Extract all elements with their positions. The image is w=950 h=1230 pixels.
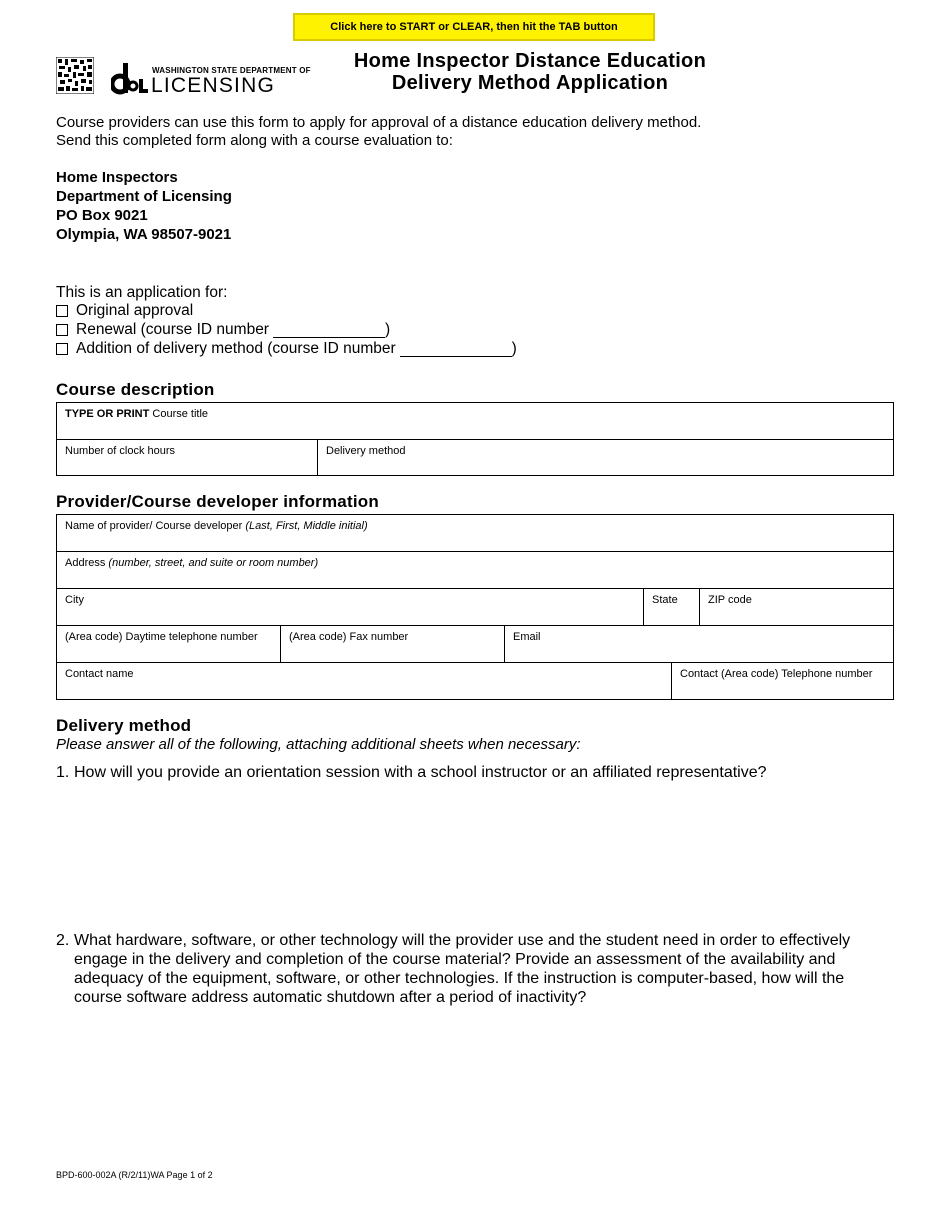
provider-heading: Provider/Course developer information [56,492,379,511]
page-title-line1: Home Inspector Distance Education [353,50,707,72]
question-number: 2. [56,932,70,949]
fax-label: (Area code) Fax number [289,631,409,643]
email-input[interactable] [511,643,887,659]
addition-course-id-field[interactable] [400,342,512,357]
logo-name: LICENSING [151,74,275,97]
email-field[interactable] [504,625,894,663]
delivery-method-label: Delivery method [326,445,406,457]
city-input[interactable] [63,606,637,622]
logo-agency-line: WASHINGTON STATE DEPARTMENT OF [152,66,311,75]
clock-hours-input[interactable] [63,456,311,472]
form-footer: BPD-600-002A (R/2/11)WA Page 1 of 2 [56,1170,213,1180]
type-or-print-label: TYPE OR PRINT [65,408,150,420]
dol-logo-icon [111,61,149,95]
contact-phone-input[interactable] [678,680,887,696]
option-suffix: ) [511,340,517,357]
contact-name-label: Contact name [65,668,134,680]
question-1 [56,763,896,782]
question-text: What hardware, software, or other technology will the provider use and the student need in order to effectively engage in the delivery and completion of the course material? Provide an assessment of the availability and adequacy of the equipment, software, or other technologies. If the instruction is computer-based, how will the course software address automatic shutdown after a period of inactivity? [74,932,851,1006]
course-title-label: Course title [149,408,209,420]
phone-label: (Area code) Daytime telephone number [65,631,258,643]
contact-name-field[interactable] [56,662,672,700]
delivery-instruction: Please answer all of the following, attaching additional sheets when necessary: [56,736,581,753]
option-suffix: ) [384,321,391,338]
page-title-line2: Delivery Method Application [391,72,669,94]
city-label: City [65,594,84,606]
delivery-method-field[interactable] [317,439,894,476]
contact-phone-label: Contact (Area code) Telephone number [680,668,873,680]
address-input[interactable] [63,569,887,585]
question-number: 1. [56,764,70,781]
option-original-approval[interactable] [56,302,193,320]
address-field[interactable] [56,551,894,589]
address-hint: (number, street, and suite or room number) [108,557,319,569]
state-field[interactable] [643,588,700,626]
answer-2-area[interactable] [74,1012,894,1152]
address-line: Olympia, WA 98507-9021 [56,226,232,243]
delivery-method-heading: Delivery method [56,716,192,735]
intro-line2: Send this completed form along with a course evaluation to: [56,132,453,149]
phone-input[interactable] [63,643,274,659]
contact-name-input[interactable] [63,680,665,696]
option-renewal[interactable] [56,321,390,339]
state-label: State [652,594,678,606]
provider-name-input[interactable] [63,532,887,548]
option-label: Renewal (course ID number [76,321,269,338]
zip-label: ZIP code [708,594,752,606]
clock-hours-label: Number of clock hours [65,445,176,457]
address-line: PO Box 9021 [56,207,148,224]
provider-name-hint: (Last, First, Middle initial) [245,520,368,532]
address-line: Department of Licensing [56,188,232,205]
question-2 [56,931,896,1007]
checkbox[interactable] [56,305,68,317]
course-title-input[interactable] [63,420,887,436]
fax-field[interactable] [280,625,505,663]
zip-field[interactable] [699,588,894,626]
address-label: Address [65,557,109,569]
intro-line1: Course providers can use this form to apply for approval of a distance education delivery method. [56,114,702,131]
address-line: Home Inspectors [56,169,178,186]
renewal-course-id-field[interactable] [273,323,385,338]
email-label: Email [513,631,541,643]
checkbox[interactable] [56,343,68,355]
course-description-heading: Course description [56,380,215,399]
qr-code [56,57,94,94]
option-label: Addition of delivery method (course ID number [76,340,396,357]
provider-name-label: Name of provider/ Course developer [65,520,246,532]
application-label: This is an application for: [56,284,228,301]
dol-logo [111,61,311,97]
phone-field[interactable] [56,625,281,663]
course-title-field[interactable] [56,402,894,440]
option-label: Original approval [76,302,194,319]
fax-input[interactable] [287,643,498,659]
checkbox[interactable] [56,324,68,336]
clock-hours-field[interactable] [56,439,318,476]
start-clear-button[interactable]: Click here to START or CLEAR, then hit the TAB button [293,13,655,41]
question-text: How will you provide an orientation session with a school instructor or an affiliated representative? [74,764,767,781]
city-field[interactable] [56,588,644,626]
zip-input[interactable] [706,606,887,622]
contact-phone-field[interactable] [671,662,894,700]
delivery-method-input[interactable] [324,456,887,472]
provider-name-field[interactable] [56,514,894,552]
state-input[interactable] [650,606,693,622]
option-addition-delivery-method[interactable] [56,340,517,358]
answer-1-area[interactable] [74,790,894,920]
